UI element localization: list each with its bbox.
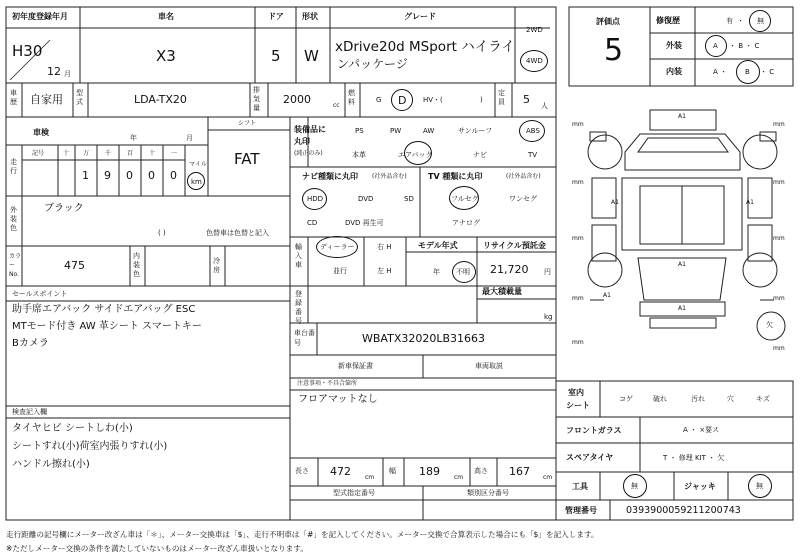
color-value: ブラック xyxy=(44,203,84,214)
tools-circle xyxy=(623,474,647,498)
ext-a: A xyxy=(713,42,718,50)
equip-sunroof: サンルーフ xyxy=(458,127,493,135)
eval-label: 評価点 xyxy=(596,17,620,26)
windshield-label: フロントガラス xyxy=(566,426,622,435)
warranty-doc: 新車保証書 xyxy=(338,362,373,370)
chassis-label: 車台番号 xyxy=(294,329,315,347)
seat-count: 5 xyxy=(523,93,530,106)
notes-label: 注意事項・不具合箇所 xyxy=(297,380,358,387)
equip-tv: TV xyxy=(528,151,538,159)
sheet-opt: 穴 xyxy=(727,395,734,403)
km-circle xyxy=(187,172,205,190)
mileage-col-3: 千 xyxy=(105,150,112,157)
dealer-circle xyxy=(316,236,358,258)
history-label: 修復歴 xyxy=(656,16,680,25)
reg-year: H30 xyxy=(12,42,43,60)
mileage-mile: マイル xyxy=(189,161,207,168)
width-value: 189 xyxy=(419,465,440,478)
car-name-label: 車名 xyxy=(158,12,174,21)
drive-4wd: 4WD xyxy=(526,57,543,65)
fullseg-circle xyxy=(449,186,479,210)
ext-label: 外装 xyxy=(666,41,682,50)
shift-value: FAT xyxy=(234,150,260,168)
diag-mark: A1 xyxy=(678,305,686,312)
car-diagram xyxy=(588,110,785,340)
navi-sub: (社外品含む) xyxy=(372,173,407,180)
load-label: 最大積載量 xyxy=(482,287,522,296)
body-shape: W xyxy=(304,47,319,65)
grade-line1: xDrive20d MSport ハイライ xyxy=(335,39,515,55)
color-no: 475 xyxy=(64,259,85,272)
equip-label1: 装備品に xyxy=(294,125,326,134)
height-label: 高さ xyxy=(474,467,488,475)
abs-circle xyxy=(519,120,545,142)
int-b: B xyxy=(745,68,750,76)
fuel-close: ) xyxy=(480,96,483,104)
auction-sheet: 初年度登録年月 H30 12 月 車名 X3 ドア 5 形状 W グレード xDrive20d MSport ハイライ ンパッケージ 2WD 4WD 車歴 自家用 型式 LDA-TX20 排気量 2000 cc 燃料 G D HV・( ) 定員 5 人 車検 年 月 シフト FAT 走行 記号 十 万 千 百 十 一 1 9 0 0 0 マイル km 外装色 ブラック ( ) 色替車は色替と記入 カラーNo. 475 内装色 冷房 セールスポイント 助手席エアバック サイドエアバッグ ESC MTモード付き AW 革シート スマートキー Bカメラ 検査記入欄 タイヤヒビ シートしわ(小) シートすれ(小)荷室内張りすれ(小) ハンドル擦れ(小) 装備品に 丸印 (純正のみ) PS PW AW サンルーフ ABS 本革 エアバック ナビ TV ナビ種類に丸印 (社外品含む) HDD DVD SD CD DVD 再生可 TV 種類に丸印 (社外品含む) フルセグ ワンセグ アナログ 輸入車 ディーラー 並行 右 H 左 H モデル年式 年 不明 リサイクル預託金 21,720 円 登録番号 最大積載量 kg 車台番号 WBATX32020LB31663 新車保証書 車両取説 注意事項・不具合箇所 フロアマットなし 長さ 472 cm 幅 189 cm 高さ 167 cm 型式指定番号 類別区分番号 評価点 5 修復歴 有 ・ 無 外装 A ・ B ・ C 内装 A ・ B ・ C A1 A1 A1 A1 A1 A1 mm mm mm mm mm mm mm mm mm mm 欠 室内 シート コゲ 破れ 汚れ 穴 キズ フロントガラス A ・ ×要ス スペアタイヤ T ・ 修理 KIT ・ 欠 工具 無 ジャッキ 無 管理番号 0393900059211200743 走行距離の記号欄にメーター改ざん車は「＊」、メーター交換車は「$」、走行不明車は「#」を記入してください。メーター交換で合算表示した場合にも「$」を記入します。 ※ただしメーター交換の条件を満たしていないものはメーター改ざん車扱いとなります。 xyxy=(0,0,800,557)
sales-line: 助手席エアバック サイドエアバッグ ESC xyxy=(12,304,196,315)
history-yes: 有 xyxy=(726,17,733,25)
navi-sd: SD xyxy=(404,195,414,203)
sales-line: MTモード付き AW 革シート スマートキー xyxy=(12,321,202,332)
inspect-line: シートすれ(小)荷室内張りすれ(小) xyxy=(12,441,168,452)
mileage-col-0: 記号 xyxy=(32,150,45,157)
usage-label: 車歴 xyxy=(10,89,17,106)
interior-sheet-label1: 室内 xyxy=(568,388,584,397)
interior-color-label: 内装色 xyxy=(133,252,140,278)
reg-month: 12 xyxy=(47,65,61,78)
sheet-opt: 汚れ xyxy=(691,395,705,403)
handle-dealer: ディーラー xyxy=(320,243,355,251)
tools-label: 工具 xyxy=(572,482,588,491)
equip-label3: (純正のみ) xyxy=(294,150,323,157)
displacement: 2000 xyxy=(283,93,311,106)
equip-leather: 本革 xyxy=(352,151,366,159)
diag-mm: mm xyxy=(773,121,785,128)
tv-label: TV 種類に丸印 xyxy=(428,172,483,181)
jack-circle xyxy=(748,474,772,498)
navi-cd: CD xyxy=(307,219,318,227)
model-year-year: 年 xyxy=(433,268,440,276)
footer-line2: ※ただしメーター交換の条件を満たしていないものはメーター改ざん車扱いとなります。 xyxy=(6,544,308,553)
mileage-col-1: 十 xyxy=(63,150,70,157)
mileage-km: km xyxy=(191,178,202,186)
jack-label: ジャッキ xyxy=(684,482,716,491)
door-label: ドア xyxy=(268,12,284,21)
mileage-digit: 0 xyxy=(148,169,155,182)
footer-line1: 走行距離の記号欄にメーター改ざん車は「＊」、メーター交換車は「$」、走行不明車は「#」を記入してください。メーター交換で合算表示した場合にも「$」を記入します。 xyxy=(6,530,599,539)
tv-analog: アナログ xyxy=(452,219,480,227)
handle-left: 左 H xyxy=(377,267,392,275)
model-code: LDA-TX20 xyxy=(134,93,187,106)
reg-month-unit: 月 xyxy=(64,70,71,78)
fuel-d: D xyxy=(398,94,407,107)
length-unit: cm xyxy=(365,474,375,481)
mileage-digit: 0 xyxy=(170,169,177,182)
inspect-line: タイヤヒビ シートしわ(小) xyxy=(12,423,133,434)
windshield-opts: A ・ ×要ス xyxy=(683,426,720,434)
hdd-circle xyxy=(302,188,327,210)
shape-label: 形状 xyxy=(302,12,318,21)
grade-label: グレード xyxy=(404,12,436,21)
chassis-number: WBATX32020LB31663 xyxy=(362,332,486,345)
interior-sheet-label2: シート xyxy=(566,401,590,410)
diag-mark: A1 xyxy=(678,261,686,268)
fuel-hv: HV・( xyxy=(423,96,443,104)
tv-fullseg: フルセグ xyxy=(451,195,479,203)
displacement-label: 排気量 xyxy=(253,86,260,112)
navi-hdd: HDD xyxy=(307,195,324,203)
inspection-year: 年 xyxy=(130,134,137,142)
recycle-value: 21,720 xyxy=(490,263,529,276)
tv-oneseg: ワンセグ xyxy=(509,195,537,203)
navi-label: ナビ種類に丸印 xyxy=(302,172,358,181)
spare-opts: T ・ 修理 KIT ・ 欠 xyxy=(663,454,725,462)
shift-label: シフト xyxy=(238,120,257,127)
fuel-label: 燃料 xyxy=(348,89,355,106)
cc-unit: cc xyxy=(333,102,340,109)
sales-line: Bカメラ xyxy=(12,338,49,349)
diag-mm: mm xyxy=(572,121,584,128)
diag-mm: mm xyxy=(773,345,785,352)
drive-2wd: 2WD xyxy=(526,26,543,34)
seat-label: 定員 xyxy=(498,89,505,106)
ext-circle xyxy=(705,35,727,57)
mileage-col-2: 万 xyxy=(83,150,90,157)
notes-text: フロアマットなし xyxy=(298,394,378,405)
navi-dvd: DVD xyxy=(358,195,374,203)
type-no-label: 型式指定番号 xyxy=(333,489,375,497)
diag-mark: A1 xyxy=(603,292,611,299)
color-label: 外装色 xyxy=(10,206,17,232)
recycle-label: リサイクル預託金 xyxy=(483,241,546,250)
sales-label: セールスポイント xyxy=(12,290,68,298)
sheet-opt: キズ xyxy=(756,395,770,403)
unknown-circle xyxy=(452,261,476,283)
history-no: 無 xyxy=(757,17,764,25)
handle-parallel: 並行 xyxy=(333,267,347,275)
door-count: 5 xyxy=(271,47,281,65)
seat-unit: 人 xyxy=(541,102,548,110)
height-value: 167 xyxy=(509,465,530,478)
equip-ps: PS xyxy=(355,127,364,135)
jack-value: 無 xyxy=(756,482,763,490)
int-circle xyxy=(736,60,760,84)
equip-navi: ナビ xyxy=(473,151,487,159)
manual-doc: 車両取説 xyxy=(475,362,503,370)
inspection-month: 月 xyxy=(186,134,193,142)
airbag-circle xyxy=(404,141,432,165)
eval-score: 5 xyxy=(604,33,624,68)
diag-mm: mm xyxy=(572,235,584,242)
diag-ketsu: 欠 xyxy=(766,321,773,329)
tools-value: 無 xyxy=(631,482,638,490)
diag-mark: A1 xyxy=(611,199,619,206)
equip-abs: ABS xyxy=(526,127,540,135)
length-label: 長さ xyxy=(295,467,309,475)
mileage-digit: 9 xyxy=(104,169,111,182)
model-label: 型式 xyxy=(76,89,83,106)
import-label: 輸入車 xyxy=(295,243,302,269)
diag-mm: mm xyxy=(773,235,785,242)
sheet-opt: コゲ xyxy=(619,395,633,403)
fuel-circle xyxy=(391,89,413,111)
diag-mm: mm xyxy=(773,179,785,186)
diag-mark: A1 xyxy=(678,113,686,120)
inspection-label: 車検 xyxy=(33,128,49,137)
mileage-col-4: 百 xyxy=(127,150,134,157)
load-unit: kg xyxy=(544,313,553,321)
class-no-label: 類別区分番号 xyxy=(467,489,509,497)
car-name: X3 xyxy=(156,47,176,65)
reg-no-label: 登録番号 xyxy=(295,290,302,325)
mileage-digit: 1 xyxy=(82,169,89,182)
color-note: 色替車は色替と記入 xyxy=(206,229,269,237)
inspect-label: 検査記入欄 xyxy=(12,408,47,416)
usage-value: 自家用 xyxy=(30,93,63,106)
inspect-line: ハンドル擦れ(小) xyxy=(12,459,90,470)
navi-dvd-play: DVD 再生可 xyxy=(345,219,384,227)
mileage-col-6: 一 xyxy=(171,150,178,157)
equip-aw: AW xyxy=(423,127,435,135)
aircon-label: 冷房 xyxy=(213,257,220,274)
width-unit: cm xyxy=(454,474,464,481)
drive-circle xyxy=(520,50,548,72)
equip-pw: PW xyxy=(390,127,402,135)
width-label: 幅 xyxy=(389,467,396,475)
mgmt-label: 管理番号 xyxy=(565,506,597,515)
color-no-label: カラーNo. xyxy=(9,253,22,278)
diag-mm: mm xyxy=(572,295,584,302)
equip-airbag: エアバック xyxy=(398,151,433,159)
diag-mm: mm xyxy=(572,179,584,186)
reg-year-label: 初年度登録年月 xyxy=(12,12,68,21)
mileage-digit: 0 xyxy=(126,169,133,182)
history-circle xyxy=(749,10,771,32)
sheet-opt: 破れ xyxy=(653,395,667,403)
handle-right: 右 H xyxy=(377,243,392,251)
mileage-col-5: 十 xyxy=(149,150,156,157)
int-a: A ・ xyxy=(713,68,728,76)
ext-rest: ・ B ・ C xyxy=(729,42,760,50)
spare-label: スペアタイヤ xyxy=(566,453,614,462)
model-year-unknown: 不明 xyxy=(456,268,470,276)
color-paren: ( ) xyxy=(158,229,166,237)
int-label: 内装 xyxy=(666,67,682,76)
grade-line2: ンパッケージ xyxy=(337,57,408,71)
mileage-label: 走行 xyxy=(10,158,17,175)
diag-mm: mm xyxy=(572,339,584,346)
height-unit: cm xyxy=(543,474,553,481)
equip-label2: 丸印 xyxy=(294,137,310,146)
mgmt-number: 0393900059211200743 xyxy=(626,505,741,516)
int-c: ・ C xyxy=(760,68,775,76)
recycle-unit: 円 xyxy=(544,268,551,276)
diag-mm: mm xyxy=(773,295,785,302)
diag-mark: A1 xyxy=(746,199,754,206)
length-value: 472 xyxy=(330,465,351,478)
fuel-g: G xyxy=(376,96,382,104)
model-year-label: モデル年式 xyxy=(418,241,458,250)
tv-sub: (社外品含む) xyxy=(506,173,541,180)
